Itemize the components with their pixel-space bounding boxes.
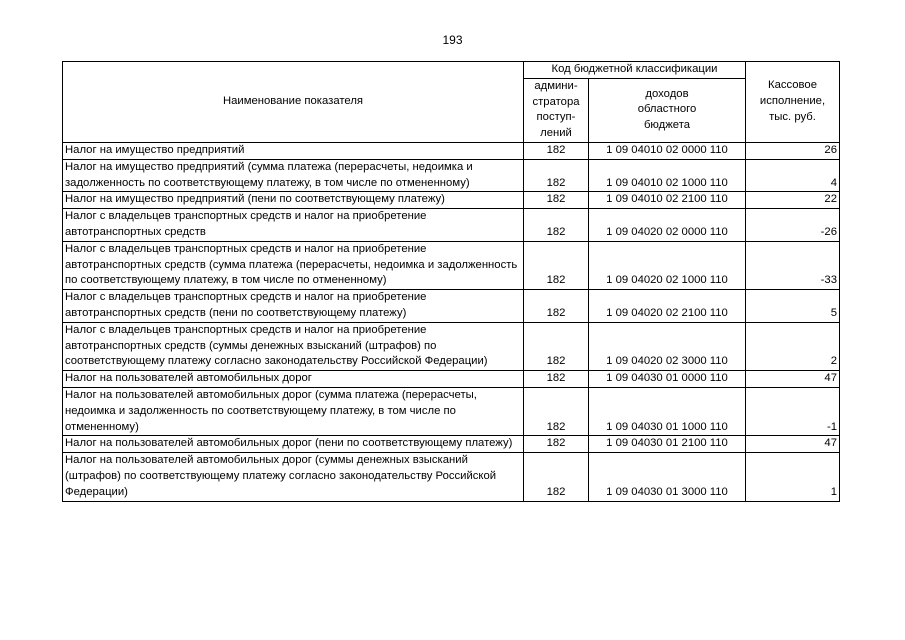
row-name: Налог с владельцев транспортных средств и налог на приобретение автотранспортных средств (пени по соответствующему платежу) (63, 290, 524, 323)
header-amount (746, 62, 840, 143)
row-amount: 2 (746, 322, 840, 370)
row-income-code: 1 09 04020 02 1000 110 (589, 241, 746, 289)
table-row (63, 159, 840, 192)
row-amount: 47 (746, 371, 840, 388)
table-row (63, 453, 840, 501)
row-admin-code: 182 (524, 192, 589, 209)
row-income-code: 1 09 04020 02 3000 110 (589, 322, 746, 370)
row-amount: 26 (746, 142, 840, 159)
table-row (63, 290, 840, 323)
table-row (63, 387, 840, 435)
row-income-code: 1 09 04020 02 2100 110 (589, 290, 746, 323)
row-income-code: 1 09 04030 01 2100 110 (589, 436, 746, 453)
page-number: 193 (442, 33, 463, 47)
row-income-code: 1 09 04030 01 0000 110 (589, 371, 746, 388)
row-amount: 1 (746, 453, 840, 501)
budget-table (62, 61, 840, 502)
row-amount: -33 (746, 241, 840, 289)
row-admin-code: 182 (524, 453, 589, 501)
row-amount: 5 (746, 290, 840, 323)
row-amount: -1 (746, 387, 840, 435)
row-name: Налог на пользователей автомобильных дорог (пени по соответствующему платежу) (63, 436, 524, 453)
row-admin-code: 182 (524, 436, 589, 453)
header-amount-line: Кассовое (767, 79, 817, 92)
header-income-line: бюджета (643, 119, 691, 132)
row-name: Налог с владельцев транспортных средств и налог на приобретение автотранспортных средств (суммы денежных взысканий (штрафов) по соответствующему платежу согласно законодательству Российской Федерации) (63, 322, 524, 370)
header-amount-line: исполнение, (759, 95, 826, 108)
row-name: Налог на пользователей автомобильных дорог (суммы денежных взысканий (штрафов) по соответствующему платежу согласно законодательству Российской Федерации) (63, 453, 524, 501)
row-income-code: 1 09 04030 01 3000 110 (589, 453, 746, 501)
table-row (63, 241, 840, 289)
row-income-code: 1 09 04010 02 0000 110 (589, 142, 746, 159)
table-header (63, 62, 840, 143)
row-admin-code: 182 (524, 209, 589, 242)
table-body (63, 142, 840, 501)
header-admin-line: поступ- (536, 111, 576, 124)
row-admin-code: 182 (524, 387, 589, 435)
table-row (63, 322, 840, 370)
row-name: Налог с владельцев транспортных средств и налог на приобретение автотранспортных средств (сумма платежа (перерасчеты, недоимка и задолженность по соответствующему платежу, в том числе по отмененному) (63, 241, 524, 289)
header-admin-line: стратора (532, 95, 580, 108)
row-admin-code: 182 (524, 290, 589, 323)
row-amount: 47 (746, 436, 840, 453)
header-code-group: Код бюджетной классификации (524, 62, 746, 79)
table-row (63, 192, 840, 209)
row-name: Налог на имущество предприятий (пени по соответствующему платежу) (63, 192, 524, 209)
row-amount: 22 (746, 192, 840, 209)
row-admin-code: 182 (524, 322, 589, 370)
header-name: Наименование показателя (63, 62, 524, 143)
table-row (63, 142, 840, 159)
header-income-line: доходов (645, 87, 689, 100)
row-admin-code: 182 (524, 241, 589, 289)
row-name: Налог на пользователей автомобильных дорог (сумма платежа (перерасчеты, недоимка и задолженность по соответствующему платежу, в том числе по отмененному) (63, 387, 524, 435)
header-admin-line: админи- (534, 79, 578, 92)
row-income-code: 1 09 04010 02 2100 110 (589, 192, 746, 209)
row-amount: 4 (746, 159, 840, 192)
row-admin-code: 182 (524, 159, 589, 192)
row-name: Налог на имущество предприятий (сумма платежа (перерасчеты, недоимка и задолженность по соответствующему платежу, в том числе по отмененному) (63, 159, 524, 192)
header-admin (524, 78, 589, 142)
header-income-line: областного (637, 103, 697, 116)
header-admin-line: лений (540, 127, 572, 140)
header-amount-line: тыс. руб. (769, 110, 816, 123)
row-name: Налог с владельцев транспортных средств и налог на приобретение автотранспортных средств (63, 209, 524, 242)
table-row (63, 436, 840, 453)
table-row (63, 371, 840, 388)
row-income-code: 1 09 04030 01 1000 110 (589, 387, 746, 435)
row-amount: -26 (746, 209, 840, 242)
row-admin-code: 182 (524, 142, 589, 159)
row-name: Налог на пользователей автомобильных дорог (63, 371, 524, 388)
row-income-code: 1 09 04020 02 0000 110 (589, 209, 746, 242)
row-name: Налог на имущество предприятий (63, 142, 524, 159)
row-income-code: 1 09 04010 02 1000 110 (589, 159, 746, 192)
header-income (589, 78, 746, 142)
row-admin-code: 182 (524, 371, 589, 388)
table-row (63, 209, 840, 242)
